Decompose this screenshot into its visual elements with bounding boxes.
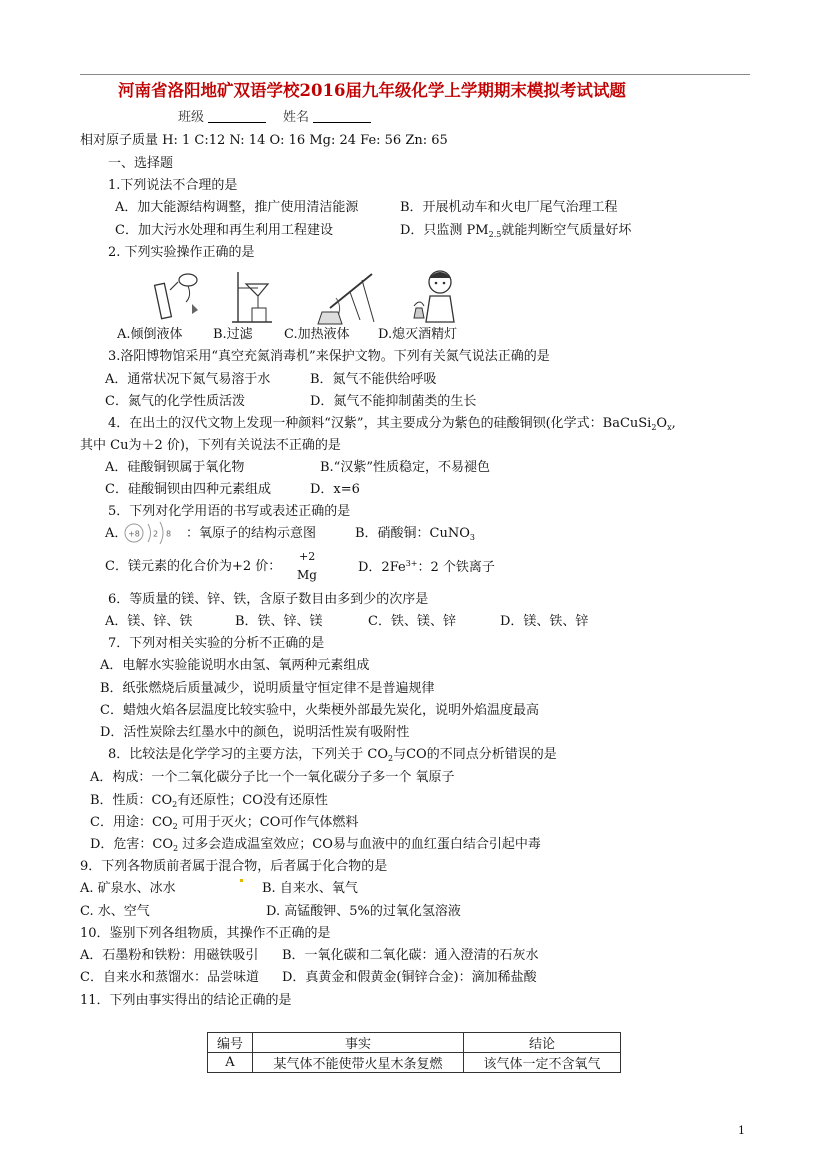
table-header-cell: 编号 bbox=[208, 1033, 253, 1053]
table-header-row bbox=[208, 1033, 621, 1053]
atom-shell2-label: 8 bbox=[166, 529, 172, 539]
q5-option-c: C．镁元素的化合价为+2 价： bbox=[105, 559, 282, 574]
q5-valence-value: +2 bbox=[299, 550, 316, 563]
name-label: 姓名 bbox=[283, 110, 310, 125]
table-row bbox=[208, 1053, 621, 1073]
top-rule bbox=[80, 74, 750, 75]
table-cell: 该气体一定不含氧气 bbox=[464, 1053, 621, 1073]
atom-nucleus-label: +8 bbox=[128, 529, 140, 539]
class-field bbox=[178, 110, 266, 124]
q3-option-b: B．氮气不能供给呼吸 bbox=[310, 372, 437, 387]
table-cell: A bbox=[208, 1053, 253, 1073]
extinguish-lamp-icon bbox=[410, 266, 462, 326]
q9-option-a: A. 矿泉水、冰水 bbox=[80, 881, 176, 896]
q3-option-d: D．氮气不能抑制菌类的生长 bbox=[310, 394, 477, 409]
q8-option-c: C．用途：$CO_2$ 可用于灭火；CO可作气体燃料 bbox=[90, 815, 359, 831]
q9-option-d: D. 高锰酸钾、5%的过氧化氢溶液 bbox=[266, 904, 461, 919]
q6-option-c: C．铁、镁、锌 bbox=[368, 614, 456, 629]
q2-option-a: A.倾倒液体 bbox=[117, 327, 183, 342]
page-number: 1 bbox=[738, 1124, 745, 1137]
table-header-cell: 事实 bbox=[253, 1033, 464, 1053]
q7-option-c: C．蜡烛火焰各层温度比较实验中，火柴梗外部最先炭化，说明外焰温度最高 bbox=[100, 703, 539, 718]
q5-option-d: D．$2Fe^{3+}$：2 个铁离子 bbox=[358, 559, 495, 575]
atomic-mass-line: 相对原子质量 H: 1 C:12 N: 14 O: 16 Mg: 24 Fe: 56 Zn: 65 bbox=[80, 133, 448, 148]
q1-option-d: D．只监测 $PM_{2.5}$就能判断空气质量好坏 bbox=[400, 223, 632, 239]
table-cell: 某气体不能使带火星木条复燃 bbox=[253, 1053, 464, 1073]
q3-option-a: A．通常状况下氮气易溶于水 bbox=[105, 372, 271, 387]
table-header-cell: 结论 bbox=[464, 1033, 621, 1053]
q10-stem: 10．鉴别下列各组物质，其操作不正确的是 bbox=[80, 926, 331, 941]
q7-stem: 7．下列对相关实验的分析不正确的是 bbox=[108, 636, 325, 651]
atom-shell1-label: 2 bbox=[153, 529, 159, 539]
q3-stem: 3.洛阳博物馆采用“真空充氮消毒机”来保护文物。下列有关氮气说法正确的是 bbox=[108, 349, 550, 364]
name-field bbox=[283, 110, 371, 124]
q2-stem: 2. 下列实验操作正确的是 bbox=[108, 245, 255, 260]
q1-stem: 1.下列说法不合理的是 bbox=[108, 178, 238, 193]
q2-option-c: C.加热液体 bbox=[284, 327, 350, 342]
q2-option-d: D.熄灭酒精灯 bbox=[378, 327, 458, 342]
page-title: 河南省洛阳地矿双语学校2016届九年级化学上学期期末模拟考试试题 bbox=[118, 81, 626, 100]
q5-valence-element: Mg bbox=[297, 568, 317, 582]
facts-table bbox=[207, 1032, 621, 1073]
q5-option-a-letter: A． bbox=[105, 526, 128, 541]
q2-option-b: B.过滤 bbox=[213, 327, 253, 342]
q8-option-d: D．危害：$CO_2$ 过多会造成温室效应；CO易与血液中的血红蛋白结合引起中毒 bbox=[90, 837, 541, 853]
q9-option-c: C. 水、空气 bbox=[80, 904, 150, 919]
q4-option-a: A．硅酸铜钡属于氧化物 bbox=[105, 460, 245, 475]
q6-stem: 6．等质量的镁、锌、铁，含原子数目由多到少的次序是 bbox=[108, 592, 429, 607]
q7-option-a: A．电解水实验能说明水由氢、氧两种元素组成 bbox=[100, 658, 370, 673]
q1-option-a: A．加大能源结构调整，推广使用清洁能源 bbox=[115, 200, 359, 215]
filtration-icon bbox=[228, 268, 276, 326]
name-blank[interactable] bbox=[313, 110, 371, 123]
q6-option-d: D．镁、铁、锌 bbox=[500, 614, 589, 629]
q4-option-c: C．硅酸铜钡由四种元素组成 bbox=[105, 482, 271, 497]
q6-option-a: A．镁、锌、铁 bbox=[105, 614, 193, 629]
q10-option-d: D．真黄金和假黄金(铜锌合金)：滴加稀盐酸 bbox=[282, 970, 537, 985]
q11-stem: 11．下列由事实得出的结论正确的是 bbox=[80, 993, 292, 1008]
q8-option-a: A．构成：一个二氧化碳分子比一个一氧化碳分子多一个 氧原子 bbox=[90, 770, 455, 785]
q9-option-b: B. 自来水、氧气 bbox=[262, 881, 358, 896]
q10-option-b: B．一氧化碳和二氧化碳：通入澄清的石灰水 bbox=[282, 948, 539, 963]
section-heading: 一、选择题 bbox=[108, 156, 174, 171]
q6-option-b: B．铁、锌、镁 bbox=[235, 614, 323, 629]
q4-stem: 4．在出土的汉代文物上发现一种颜料“汉紫”，其主要成分为紫色的硅酸铜钡(化学式：$BaCuSi_2O_x$, bbox=[108, 416, 676, 432]
q1-option-b: B．开展机动车和火电厂尾气治理工程 bbox=[400, 200, 618, 215]
q10-option-c: C．自来水和蒸馏水：品尝味道 bbox=[80, 970, 259, 985]
q10-option-a: A．石墨粉和铁粉：用磁铁吸引 bbox=[80, 948, 259, 963]
class-blank[interactable] bbox=[208, 110, 266, 123]
q7-option-d: D．活性炭除去红墨水中的颜色，说明活性炭有吸附性 bbox=[100, 725, 410, 740]
q1-option-c: C．加大污水处理和再生利用工程建设 bbox=[115, 223, 333, 238]
q5-option-b: B．硝酸铜：CuNO$_3$ bbox=[355, 526, 475, 542]
q4-option-d: D．x=6 bbox=[310, 482, 360, 497]
q8-stem: 8．比较法是化学学习的主要方法，下列关于 $CO_2$与CO的不同点分析错误的是 bbox=[108, 747, 557, 763]
q5-option-a: ：氧原子的结构示意图 bbox=[186, 526, 317, 541]
q7-option-b: B．纸张燃烧后质量减少，说明质量守恒定律不是普遍规律 bbox=[100, 681, 435, 696]
heating-liquid-icon bbox=[310, 268, 380, 326]
oxygen-atom-structure-icon bbox=[122, 519, 174, 547]
pouring-liquid-icon bbox=[148, 268, 206, 324]
q4-option-b: B.“汉紫”性质稳定，不易褪色 bbox=[320, 460, 490, 475]
class-label: 班级 bbox=[178, 110, 205, 125]
q4-stem-line2: 其中 Cu为＋2 价)，下列有关说法不正确的是 bbox=[80, 438, 341, 453]
q3-option-c: C．氮气的化学性质活泼 bbox=[105, 394, 245, 409]
stray-mark bbox=[240, 879, 243, 882]
q8-option-b: B．性质：$CO_2$有还原性；CO没有还原性 bbox=[90, 793, 328, 809]
q9-stem: 9．下列各物质前者属于混合物，后者属于化合物的是 bbox=[80, 859, 388, 874]
q5-stem: 5．下列对化学用语的书写或表述正确的是 bbox=[108, 504, 351, 519]
